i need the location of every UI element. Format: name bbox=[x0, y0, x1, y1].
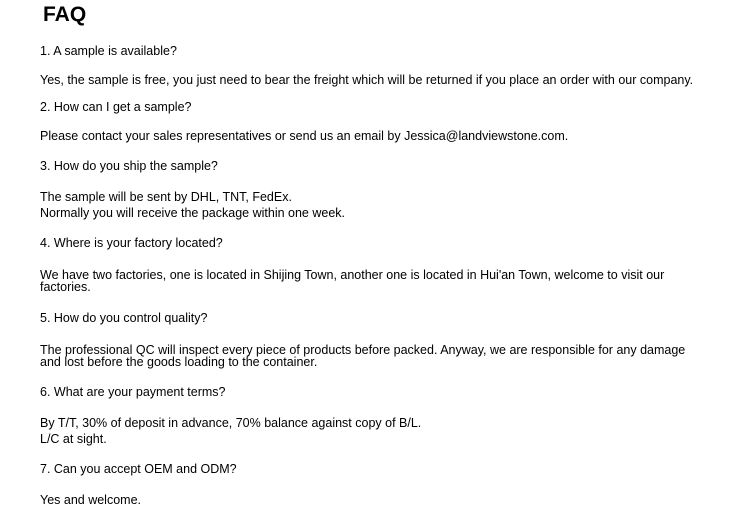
faq-question-2: 2. How can I get a sample? bbox=[40, 100, 192, 114]
faq-question-4: 4. Where is your factory located? bbox=[40, 236, 223, 250]
page-title: FAQ bbox=[43, 3, 87, 26]
faq-answer-2: Please contact your sales representatives or send us an email by Jessica@landviewstone.com. bbox=[40, 129, 569, 143]
faq-answer-6-line-1: By T/T, 30% of deposit in advance, 70% balance against copy of B/L. bbox=[40, 416, 422, 430]
faq-answer-1: Yes, the sample is free, you just need to bear the freight which will be returned if you place an order with our company. bbox=[40, 73, 694, 87]
faq-answer-5: The professional QC will inspect every piece of products before packed. Anyway, we are responsible for any damage and lost before the goods loading to the container. bbox=[40, 343, 686, 369]
faq-question-5: 5. How do you control quality? bbox=[40, 311, 208, 325]
faq-answer-3-line-2: Normally you will receive the package within one week. bbox=[40, 206, 346, 220]
faq-answer-6-line-2: L/C at sight. bbox=[40, 432, 107, 446]
faq-answer-7: Yes and welcome. bbox=[40, 493, 141, 507]
faq-question-3: 3. How do you ship the sample? bbox=[40, 159, 218, 173]
faq-question-7: 7. Can you accept OEM and ODM? bbox=[40, 462, 237, 476]
faq-answer-4: We have two factories, one is located in Shijing Town, another one is located in Hui'an Town, welcome to visit our factories. bbox=[40, 268, 665, 294]
faq-answer-3-line-1: The sample will be sent by DHL, TNT, FedEx. bbox=[40, 190, 292, 204]
faq-question-1: 1. A sample is available? bbox=[40, 44, 177, 58]
faq-question-6: 6. What are your payment terms? bbox=[40, 385, 226, 399]
